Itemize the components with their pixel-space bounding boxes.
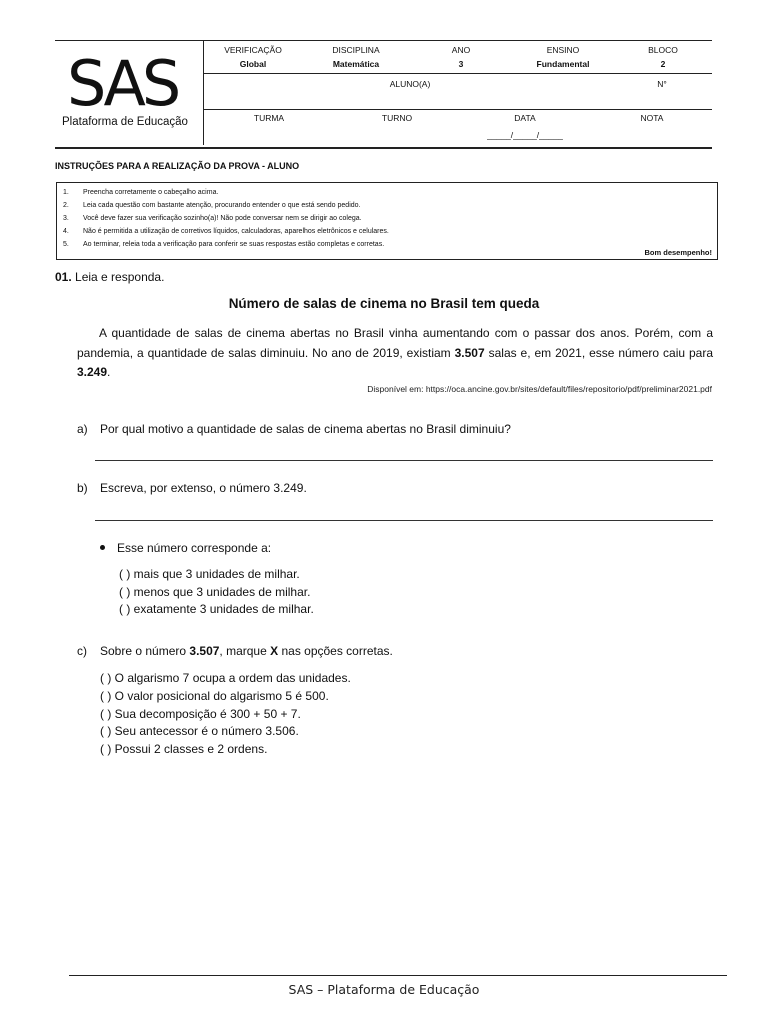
header-divider [204, 109, 712, 110]
item-text: Você deve fazer sua verificação sozinho(a)! Não pode conversar nem se dirigir ao colega. [83, 215, 362, 222]
option-b-3[interactable]: ( ) exatamente 3 unidades de milhar. [119, 602, 314, 616]
answer-line-b[interactable] [95, 520, 713, 521]
number-2021: 3.249 [77, 365, 108, 379]
item-text: Ao terminar, releia toda a verificação para conferir se suas respostas estão completas e corretas. [83, 241, 385, 248]
item-a [77, 421, 511, 438]
paragraph-text: salas e, em 2021, esse número caiu para [484, 345, 713, 360]
bloco-value: 2 [660, 59, 666, 69]
option-c-4[interactable]: ( ) Seu antecessor é o número 3.506. [100, 724, 299, 738]
item-c [77, 643, 393, 660]
good-luck-note: Bom desempenho! [644, 248, 712, 257]
option-c-5[interactable]: ( ) Possui 2 classes e 2 ordens. [100, 742, 268, 756]
item-text: Escreva, por extenso, o número 3.249. [100, 481, 307, 495]
list-item [63, 199, 389, 212]
option-b-2[interactable]: ( ) menos que 3 unidades de milhar. [119, 585, 311, 599]
verificacao-value: Global [239, 59, 267, 69]
numero-label: N° [657, 79, 667, 89]
item-number: 2. [63, 202, 69, 209]
list-item [63, 225, 389, 238]
item-text: , marque [219, 644, 271, 658]
text-title: Número de salas de cinema no Brasil tem queda [228, 296, 540, 311]
option-c-1[interactable]: ( ) O algarismo 7 ocupa a ordem das unidades. [100, 671, 351, 685]
ano-value: 3 [458, 59, 464, 69]
paragraph-text: A quantidade de salas de cinema abertas no Brasil vinha aumentando com o passar dos anos. Porém, com a pandemia, a quantidade de salas diminuiu. No ano de 2019, existiam [77, 326, 713, 360]
b-sub-prompt [100, 540, 271, 557]
nota-label: NOTA [640, 113, 664, 123]
answer-line-a[interactable] [95, 460, 713, 461]
ano-label: ANO [451, 45, 471, 55]
question-number: 01. [55, 270, 72, 284]
sas-logo: SAS [67, 47, 178, 120]
reading-paragraph [77, 324, 713, 383]
logo-cell [55, 41, 204, 145]
turma-label: TURMA [253, 113, 285, 123]
ensino-label: ENSINO [546, 45, 580, 55]
list-item [63, 186, 389, 199]
item-number: 4. [63, 228, 69, 235]
mark-x: X [270, 644, 279, 658]
bloco-label: BLOCO [648, 45, 678, 55]
option-c-3[interactable]: ( ) Sua decomposição é 300 + 50 + 7. [100, 707, 301, 721]
aluno-label: ALUNO(A) [389, 79, 431, 89]
source-citation: Disponível em: https://oca.ancine.gov.br/sites/default/files/repositorio/pdf/preliminar2021.pdf [367, 384, 712, 394]
item-text: nas opções corretas. [278, 644, 393, 658]
footer-text: SAS – Plataforma de Educação [288, 982, 480, 997]
turno-label: TURNO [381, 113, 413, 123]
instructions-box [56, 182, 718, 260]
header-divider [204, 73, 712, 74]
item-text: Não é permitida a utilização de corretivos líquidos, calculadoras, aparelhos eletrônicos e celulares. [83, 228, 389, 235]
sub-prompt-text: Esse número corresponde a: [117, 541, 272, 555]
item-number: 5. [63, 241, 69, 248]
instructions-list [63, 186, 389, 251]
item-text: Leia cada questão com bastante atenção, procurando entender o que está sendo pedido. [83, 202, 361, 209]
instructions-title: INSTRUÇÕES PARA A REALIZAÇÃO DA PROVA - ALUNO [55, 161, 300, 171]
option-c-2[interactable]: ( ) O valor posicional do algarismo 5 é 500. [100, 689, 329, 703]
item-text: Sobre o número [100, 644, 190, 658]
question-header [55, 269, 164, 286]
number-2019: 3.507 [454, 345, 485, 360]
verificacao-label: VERIFICAÇÃO [224, 45, 282, 55]
bullet-icon [100, 545, 105, 550]
exam-header [55, 40, 712, 149]
data-label: DATA [514, 113, 536, 123]
list-item [63, 212, 389, 225]
paragraph-text: . [107, 365, 111, 379]
disciplina-label: DISCIPLINA [332, 45, 380, 55]
item-number: 3. [63, 215, 69, 222]
item-text: Por qual motivo a quantidade de salas de cinema abertas no Brasil diminuiu? [100, 422, 511, 436]
item-letter: c) [77, 644, 87, 658]
list-item [63, 238, 389, 251]
number-bold: 3.507 [189, 644, 220, 658]
footer-divider [69, 975, 727, 976]
item-letter: a) [77, 422, 88, 436]
item-number: 1. [63, 189, 69, 196]
option-b-1[interactable]: ( ) mais que 3 unidades de milhar. [119, 567, 300, 581]
date-blank[interactable]: _____/_____/_____ [487, 130, 563, 140]
logo-subtitle: Plataforma de Educação [62, 116, 188, 128]
item-letter: b) [77, 481, 88, 495]
question-prompt: Leia e responda. [75, 270, 165, 284]
item-b [77, 480, 307, 497]
item-text: Preencha corretamente o cabeçalho acima. [83, 189, 219, 196]
ensino-value: Fundamental [536, 59, 590, 69]
disciplina-value: Matemática [332, 59, 380, 69]
